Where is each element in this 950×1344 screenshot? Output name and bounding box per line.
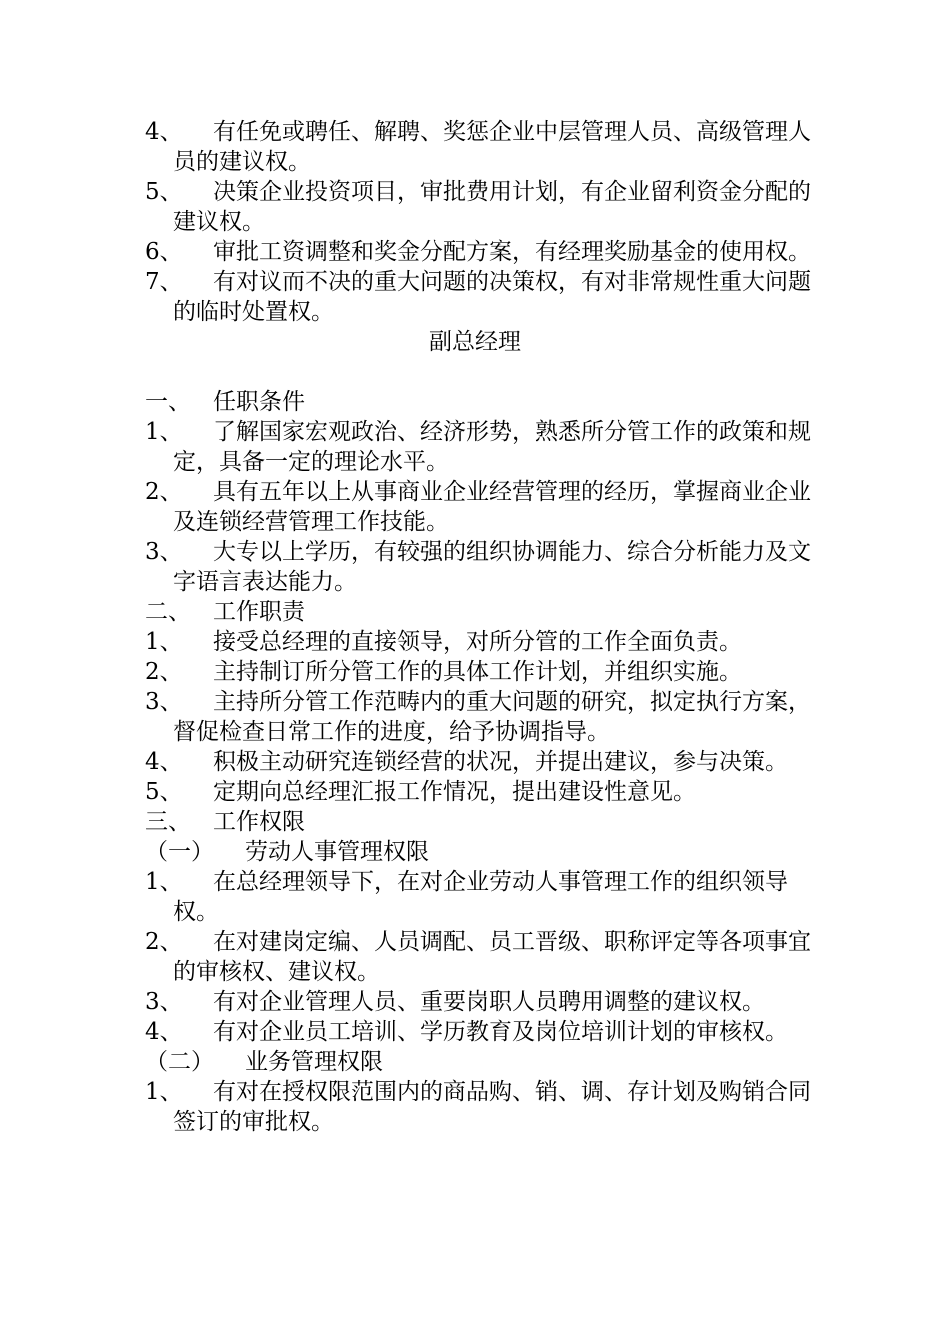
item-number: 6、 [145, 239, 183, 265]
item-text: 有对企业管理人员、重要岗职人员聘用调整的建议权。 [213, 989, 765, 1015]
part-label: 任职条件 [213, 389, 305, 415]
list-item [145, 477, 815, 537]
part-number: 三、 [145, 809, 191, 835]
list-item [145, 267, 815, 327]
section-title: 副总经理 [429, 329, 521, 355]
part-heading [145, 597, 815, 627]
list-item [145, 657, 815, 687]
item-number: 2、 [145, 659, 183, 685]
list-item [145, 747, 815, 777]
list-item [145, 177, 815, 237]
item-number: 2、 [145, 929, 183, 955]
list-item [145, 1077, 815, 1137]
item-text: 定期向总经理汇报工作情况，提出建设性意见。 [213, 779, 696, 805]
blank-line [145, 357, 815, 387]
list-item [145, 417, 815, 477]
item-text: 有任免或聘任、解聘、奖惩企业中层管理人员、高级管理人员的建议权。 [173, 119, 811, 175]
list-item [145, 927, 815, 987]
item-number: 1、 [145, 629, 183, 655]
list-item [145, 777, 815, 807]
list-item [145, 237, 815, 267]
item-number: 4、 [145, 1019, 183, 1045]
item-text: 在对建岗定编、人员调配、员工晋级、职称评定等各项事宜的审核权、建议权。 [173, 929, 811, 985]
document-body [145, 117, 815, 1137]
item-text: 在总经理领导下，在对企业劳动人事管理工作的组织领导权。 [173, 869, 788, 925]
item-text: 具有五年以上从事商业企业经营管理的经历，掌握商业企业及连锁经营管理工作技能。 [173, 479, 811, 535]
item-number: 3、 [145, 989, 183, 1015]
list-item [145, 987, 815, 1017]
item-text: 决策企业投资项目，审批费用计划，有企业留利资金分配的建议权。 [173, 179, 811, 235]
item-number: 3、 [145, 689, 183, 715]
subsection-number: （一） [145, 839, 214, 865]
item-number: 3、 [145, 539, 183, 565]
item-text: 有对议而不决的重大问题的决策权，有对非常规性重大问题的临时处置权。 [173, 269, 811, 325]
item-number: 1、 [145, 869, 183, 895]
item-text: 了解国家宏观政治、经济形势，熟悉所分管工作的政策和规定，具备一定的理论水平。 [173, 419, 811, 475]
subsection-heading [145, 837, 815, 867]
item-number: 1、 [145, 1079, 183, 1105]
item-number: 7、 [145, 269, 183, 295]
item-number: 2、 [145, 479, 183, 505]
list-item [145, 627, 815, 657]
item-text: 有对企业员工培训、学历教育及岗位培训计划的审核权。 [213, 1019, 788, 1045]
list-item [145, 537, 815, 597]
item-text: 有对在授权限范围内的商品购、销、调、存计划及购销合同签订的审批权。 [173, 1079, 811, 1135]
subsection-heading [145, 1047, 815, 1077]
list-item [145, 687, 815, 747]
item-text: 积极主动研究连锁经营的状况，并提出建议，参与决策。 [213, 749, 788, 775]
item-text: 主持所分管工作范畴内的重大问题的研究，拟定执行方案，督促检查日常工作的进度，给予协调指导。 [173, 689, 811, 745]
part-number: 二、 [145, 599, 191, 625]
item-text: 主持制订所分管工作的具体工作计划，并组织实施。 [213, 659, 742, 685]
list-item [145, 117, 815, 177]
item-number: 5、 [145, 179, 183, 205]
item-text: 接受总经理的直接领导，对所分管的工作全面负责。 [213, 629, 742, 655]
list-item [145, 1017, 815, 1047]
part-label: 工作职责 [213, 599, 305, 625]
part-label: 工作权限 [213, 809, 305, 835]
item-text: 大专以上学历，有较强的组织协调能力、综合分析能力及文字语言表达能力。 [173, 539, 811, 595]
item-number: 4、 [145, 749, 183, 775]
part-heading [145, 807, 815, 837]
subsection-label: 业务管理权限 [245, 1049, 383, 1075]
part-number: 一、 [145, 389, 191, 415]
subsection-label: 劳动人事管理权限 [245, 839, 429, 865]
list-item [145, 867, 815, 927]
item-number: 5、 [145, 779, 183, 805]
item-number: 1、 [145, 419, 183, 445]
subsection-number: （二） [145, 1049, 214, 1075]
item-number: 4、 [145, 119, 183, 145]
item-text: 审批工资调整和奖金分配方案，有经理奖励基金的使用权。 [213, 239, 811, 265]
part-heading [145, 387, 815, 417]
